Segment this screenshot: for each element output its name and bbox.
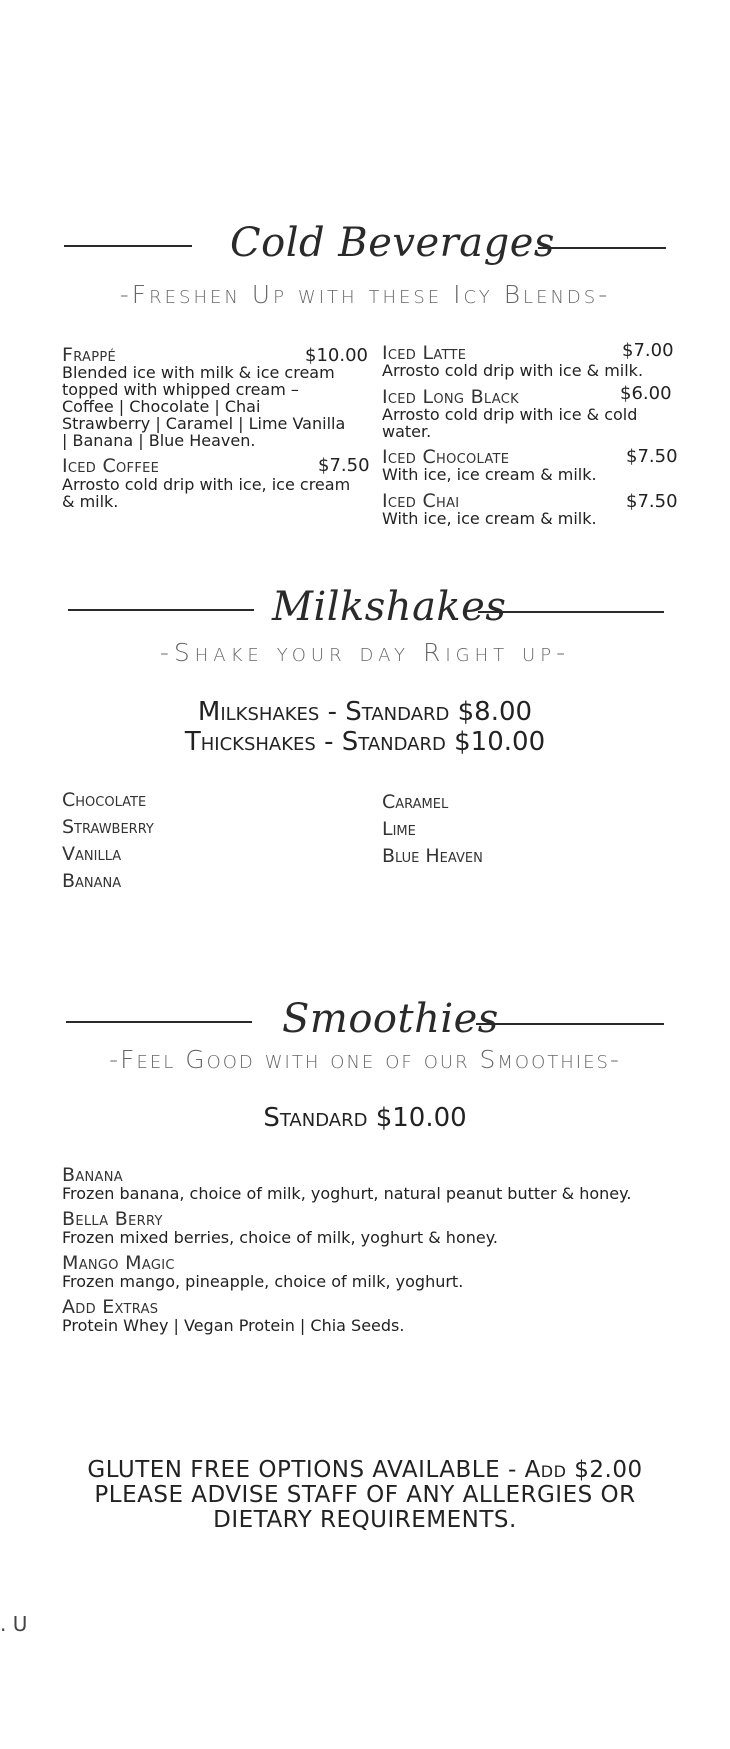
footer-allergies-line1: PLEASE ADVISE STAFF OF ANY ALLERGIES OR bbox=[94, 1482, 636, 1508]
item-desc-iced-chai: With ice, ice cream & milk. bbox=[382, 509, 597, 528]
flavour-lime: Lime bbox=[382, 818, 416, 840]
item-price-iced-coffee: $7.50 bbox=[318, 455, 370, 476]
item-price-iced-chocolate: $7.50 bbox=[626, 446, 678, 467]
item-desc-frappe: Blended ice with milk & ice cream topped with whipped cream – Coffee | Chocolate | Chai Strawberry | Caramel | Lime Vanilla | Banana | Blue Heaven. bbox=[62, 363, 346, 450]
item-name-frappe: Frappé bbox=[62, 344, 117, 366]
item-name-iced-coffee: Iced Coffee bbox=[62, 455, 160, 477]
milkshakes-left-rule bbox=[68, 609, 254, 611]
item-name-iced-latte: Iced Latte bbox=[382, 342, 467, 364]
smoothie-name-add-extras: Add Extras bbox=[62, 1296, 159, 1318]
item-price-iced-chai: $7.50 bbox=[626, 491, 678, 512]
item-desc-iced-coffee: Arrosto cold drip with ice, ice cream & milk. bbox=[62, 475, 351, 511]
milkshakes-right-rule bbox=[478, 611, 664, 613]
corner-mark: . U bbox=[0, 1612, 28, 1636]
smoothie-desc-bella-berry: Frozen mixed berries, choice of milk, yoghurt & honey. bbox=[62, 1228, 498, 1247]
flavour-vanilla: Vanilla bbox=[62, 843, 122, 865]
smoothies-right-rule bbox=[476, 1023, 664, 1025]
thickshakes-standard-price: Thickshakes - Standard $10.00 bbox=[184, 727, 546, 757]
smoothies-left-rule bbox=[66, 1021, 252, 1023]
flavour-strawberry: Strawberry bbox=[62, 816, 154, 838]
footer-gluten-free: GLUTEN FREE OPTIONS AVAILABLE - Add $2.00 bbox=[87, 1457, 643, 1483]
cold-right-rule bbox=[538, 247, 666, 249]
milkshakes-tagline: -Shake your day Right up- bbox=[159, 638, 571, 667]
item-desc-iced-long-black: Arrosto cold drip with ice & cold water. bbox=[382, 405, 638, 441]
smoothie-name-bella-berry: Bella Berry bbox=[62, 1208, 163, 1230]
flavour-blue-heaven: Blue Heaven bbox=[382, 845, 483, 867]
smoothie-desc-add-extras: Protein Whey | Vegan Protein | Chia Seeds. bbox=[62, 1316, 405, 1335]
item-price-iced-latte: $7.00 bbox=[622, 340, 674, 361]
smoothie-desc-mango-magic: Frozen mango, pineapple, choice of milk, yoghurt. bbox=[62, 1272, 464, 1291]
cold-left-rule bbox=[64, 245, 192, 247]
item-desc-iced-chocolate: With ice, ice cream & milk. bbox=[382, 465, 597, 484]
flavour-chocolate: Chocolate bbox=[62, 789, 147, 811]
item-name-iced-chocolate: Iced Chocolate bbox=[382, 446, 510, 468]
smoothies-title: Smoothies bbox=[282, 996, 499, 1042]
smoothies-standard-price: Standard $10.00 bbox=[263, 1103, 467, 1133]
smoothies-tagline: -Feel Good with one of our Smoothies- bbox=[109, 1045, 621, 1074]
item-price-frappe: $10.00 bbox=[305, 345, 368, 366]
smoothie-name-banana: Banana bbox=[62, 1164, 123, 1186]
item-name-iced-long-black: Iced Long Black bbox=[382, 386, 519, 408]
item-price-iced-long-black: $6.00 bbox=[620, 383, 672, 404]
milkshakes-title: Milkshakes bbox=[272, 584, 507, 630]
milkshakes-standard-price: Milkshakes - Standard $8.00 bbox=[197, 697, 533, 727]
footer-allergies-line2: DIETARY REQUIREMENTS. bbox=[213, 1507, 517, 1533]
item-name-iced-chai: Iced Chai bbox=[382, 490, 460, 512]
cold-beverages-title: Cold Beverages bbox=[230, 220, 555, 266]
flavour-banana: Banana bbox=[62, 870, 122, 892]
item-desc-iced-latte: Arrosto cold drip with ice & milk. bbox=[382, 361, 644, 380]
smoothie-desc-banana: Frozen banana, choice of milk, yoghurt, natural peanut butter & honey. bbox=[62, 1184, 632, 1203]
cold-tagline: -Freshen Up with these Icy Blends- bbox=[119, 280, 611, 309]
flavour-caramel: Caramel bbox=[382, 791, 449, 813]
smoothie-name-mango-magic: Mango Magic bbox=[62, 1252, 175, 1274]
